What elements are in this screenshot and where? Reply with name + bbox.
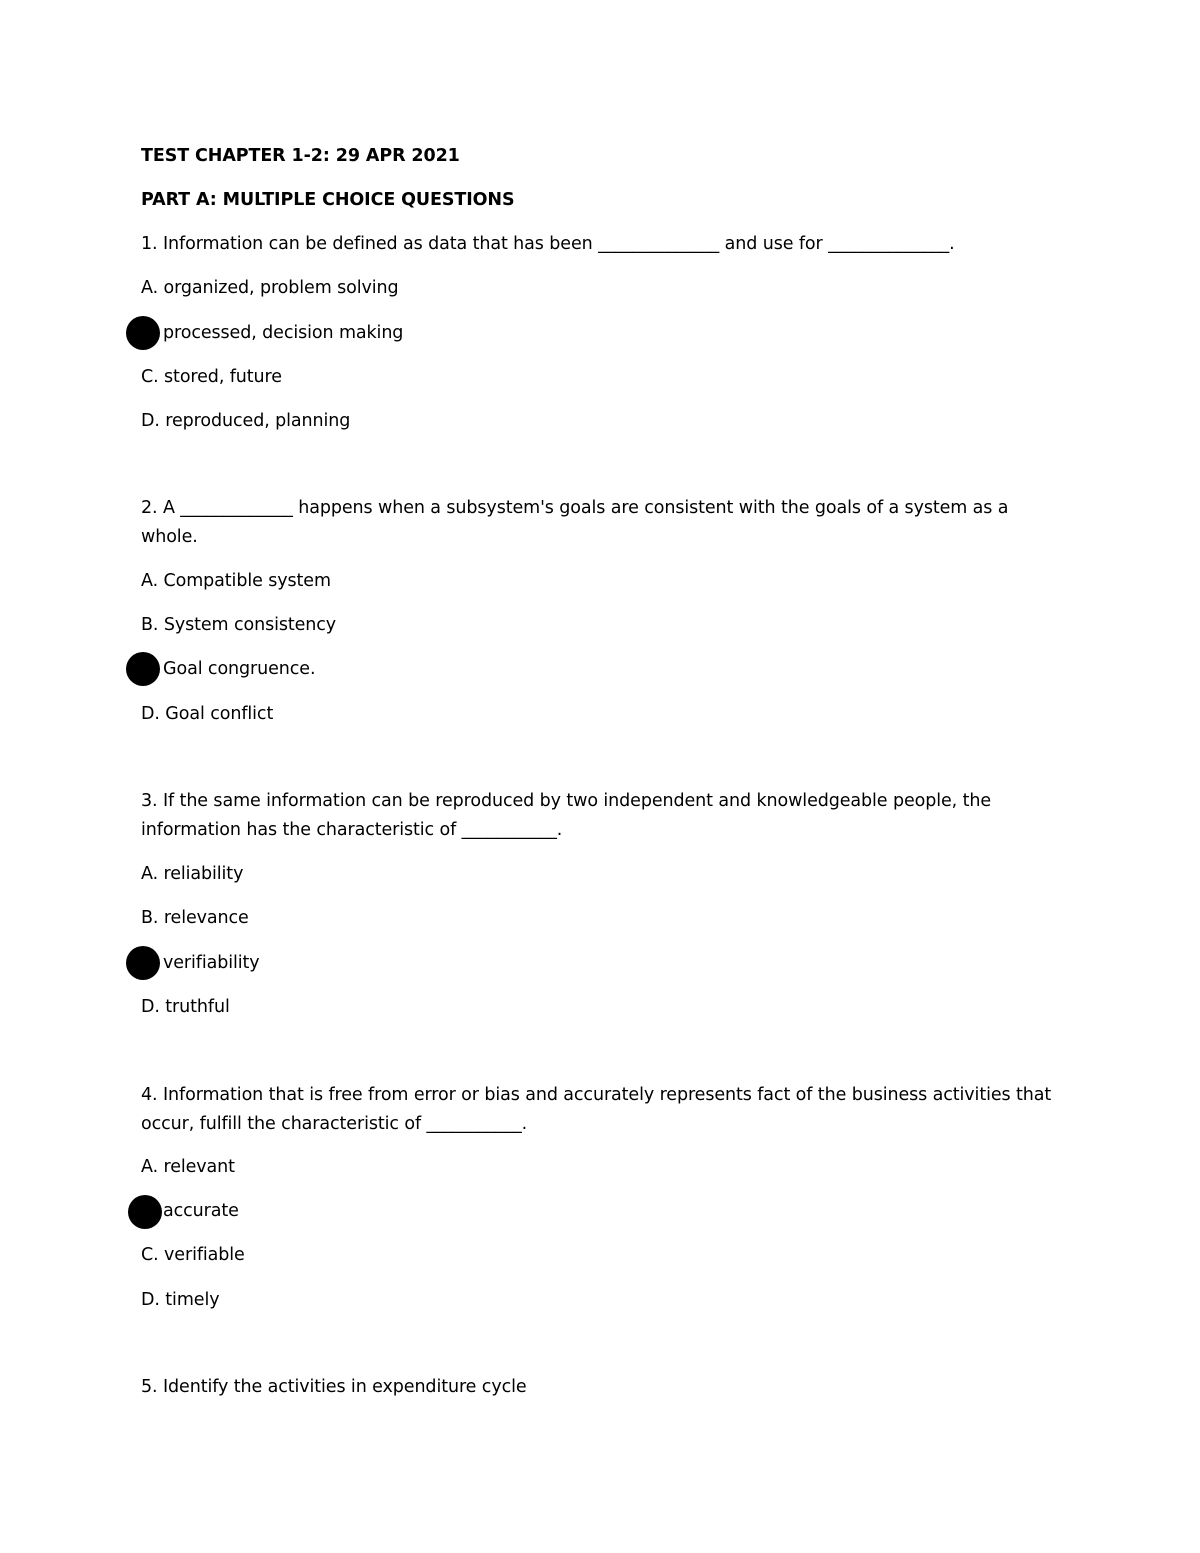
question-number: 1. <box>141 234 158 254</box>
option-1b: processed, decision making <box>163 323 404 343</box>
question-2-continuation: whole. <box>141 527 198 547</box>
option-4b: accurate <box>163 1201 239 1221</box>
question-1 <box>141 230 955 258</box>
option-3c: verifiability <box>163 953 260 973</box>
part-heading: PART A: MULTIPLE CHOICE QUESTIONS <box>141 190 515 210</box>
option-4c: C. verifiable <box>141 1245 245 1265</box>
option-3a: A. reliability <box>141 864 244 884</box>
option-1d: D. reproduced, planning <box>141 411 351 431</box>
question-text: If the same information can be reproduced by two independent and knowledgeable people, the <box>162 791 992 811</box>
question-2 <box>141 494 1008 522</box>
answer-mark-q1 <box>126 316 160 350</box>
question-text: Information that is free from error or bias and accurately represents fact of the business activities that <box>162 1085 1052 1105</box>
question-3-continuation: information has the characteristic of ___________. <box>141 820 563 840</box>
question-text: Information can be defined as data that has been ______________ and use for ______________. <box>162 234 955 254</box>
answer-mark-q2 <box>126 652 160 686</box>
document-title: TEST CHAPTER 1-2: 29 APR 2021 <box>141 146 460 166</box>
option-3d: D. truthful <box>141 997 230 1017</box>
option-3b: B. relevance <box>141 908 249 928</box>
question-text: A _____________ happens when a subsystem's goals are consistent with the goals of a system as a <box>162 498 1009 518</box>
question-number: 3. <box>141 791 158 811</box>
question-5 <box>141 1373 527 1401</box>
question-4 <box>141 1081 1051 1109</box>
question-4-continuation: occur, fulfill the characteristic of ___________. <box>141 1114 528 1134</box>
answer-mark-q4 <box>128 1195 162 1229</box>
option-4a: A. relevant <box>141 1157 235 1177</box>
option-2b: B. System consistency <box>141 615 337 635</box>
option-1a: A. organized, problem solving <box>141 278 399 298</box>
option-2c: Goal congruence. <box>163 659 316 679</box>
option-4d: D. timely <box>141 1290 220 1310</box>
question-number: 4. <box>141 1085 158 1105</box>
answer-mark-q3 <box>126 946 160 980</box>
question-number: 5. <box>141 1377 158 1397</box>
option-1c: C. stored, future <box>141 367 282 387</box>
question-number: 2. <box>141 498 158 518</box>
option-2a: A. Compatible system <box>141 571 331 591</box>
question-3 <box>141 787 991 815</box>
option-2d: D. Goal conflict <box>141 704 274 724</box>
question-text: Identify the activities in expenditure cycle <box>162 1377 527 1397</box>
